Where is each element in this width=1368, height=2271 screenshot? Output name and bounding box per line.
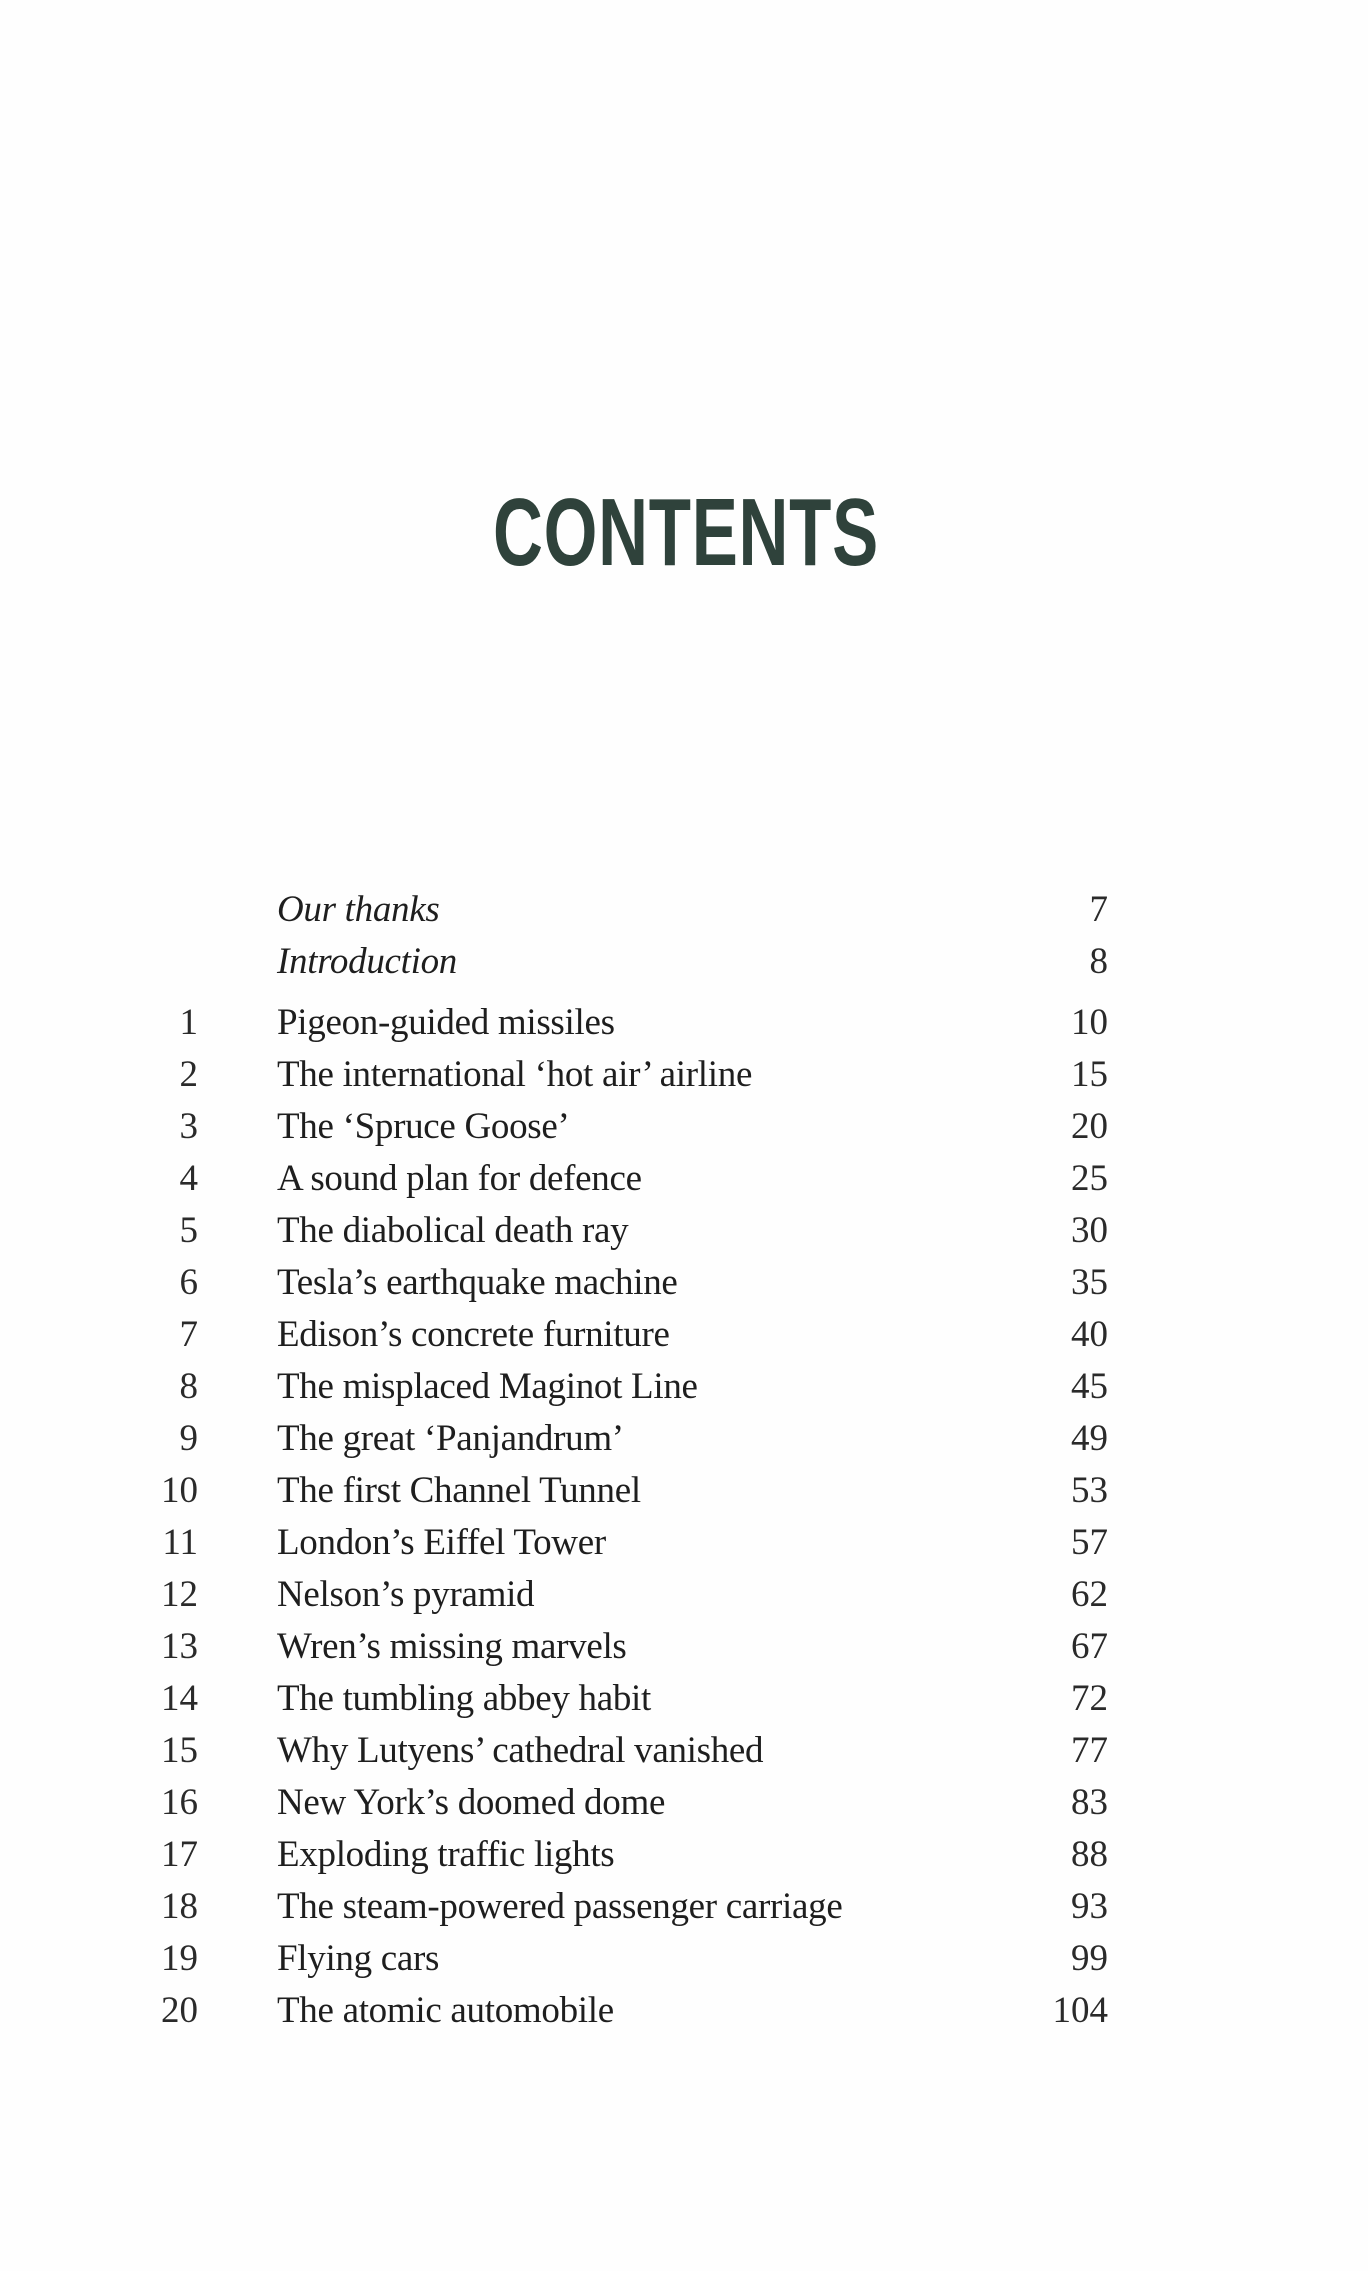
chapter-page: 62 — [1071, 1574, 1108, 1615]
chapter-title: Edison’s concrete furniture — [277, 1314, 670, 1355]
chapter-title: Exploding traffic lights — [277, 1834, 615, 1875]
chapter-number: 15 — [161, 1730, 198, 1771]
toc-chapter-row — [0, 1465, 1368, 1517]
chapter-number: 16 — [161, 1782, 198, 1823]
chapter-title: The steam-powered passenger carriage — [277, 1886, 843, 1927]
chapter-page: 93 — [1071, 1886, 1108, 1927]
chapter-number: 11 — [162, 1522, 198, 1563]
toc-chapter-row — [0, 1673, 1368, 1725]
entry-title: Introduction — [277, 941, 458, 982]
chapter-page: 67 — [1071, 1626, 1108, 1667]
toc-entry-our-thanks — [0, 884, 1368, 936]
toc-chapter-row — [0, 1829, 1368, 1881]
chapter-number: 18 — [161, 1886, 198, 1927]
chapter-title: London’s Eiffel Tower — [277, 1522, 606, 1563]
toc-chapter-row — [0, 1257, 1368, 1309]
chapter-page: 72 — [1071, 1678, 1108, 1719]
chapter-title: The great ‘Panjandrum’ — [277, 1418, 624, 1459]
chapter-page: 10 — [1071, 1002, 1108, 1043]
toc-chapter-row — [0, 1309, 1368, 1361]
toc-chapter-row — [0, 1361, 1368, 1413]
chapter-number: 20 — [161, 1990, 198, 2031]
chapter-number: 4 — [179, 1158, 198, 1199]
chapter-page: 49 — [1071, 1418, 1108, 1459]
entry-title: Our thanks — [277, 889, 440, 930]
chapter-number: 17 — [161, 1834, 198, 1875]
toc-chapter-row — [0, 1933, 1368, 1985]
chapter-title: The international ‘hot air’ airline — [277, 1054, 753, 1095]
chapter-number: 6 — [179, 1262, 198, 1303]
chapter-page: 15 — [1071, 1054, 1108, 1095]
chapter-page: 20 — [1071, 1106, 1108, 1147]
toc-chapter-row — [0, 1153, 1368, 1205]
toc-chapter-row — [0, 1049, 1368, 1101]
chapter-title: The tumbling abbey habit — [277, 1678, 652, 1719]
toc-entry-introduction — [0, 936, 1368, 988]
chapter-page: 99 — [1071, 1938, 1108, 1979]
chapter-title: Wren’s missing marvels — [277, 1626, 627, 1667]
chapter-number: 8 — [179, 1366, 198, 1407]
chapter-title: The ‘Spruce Goose’ — [277, 1106, 570, 1147]
page-title: CONTENTS — [493, 479, 879, 586]
chapter-number: 10 — [161, 1470, 198, 1511]
toc-chapter-row — [0, 1725, 1368, 1777]
toc-chapter-row — [0, 1569, 1368, 1621]
chapter-title: Pigeon-guided missiles — [277, 1002, 615, 1043]
toc-chapter-row — [0, 1621, 1368, 1673]
chapter-title: Nelson’s pyramid — [277, 1574, 535, 1615]
chapter-page: 25 — [1071, 1158, 1108, 1199]
toc-chapter-row — [0, 1101, 1368, 1153]
chapter-page: 45 — [1071, 1366, 1108, 1407]
chapter-number: 5 — [179, 1210, 198, 1251]
toc-chapter-row — [0, 997, 1368, 1049]
chapter-number: 7 — [179, 1314, 198, 1355]
chapter-title: The atomic automobile — [277, 1990, 614, 2031]
toc-chapter-row — [0, 1777, 1368, 1829]
chapter-title: Tesla’s earthquake machine — [277, 1262, 678, 1303]
toc-chapter-row — [0, 1881, 1368, 1933]
chapter-title: Flying cars — [277, 1938, 440, 1979]
toc-chapter-row — [0, 1985, 1368, 2037]
chapter-page: 77 — [1071, 1730, 1108, 1771]
chapter-number: 14 — [161, 1678, 198, 1719]
chapter-title: The diabolical death ray — [277, 1210, 629, 1251]
chapter-page: 40 — [1071, 1314, 1108, 1355]
chapter-number: 9 — [179, 1418, 198, 1459]
toc-chapter-row — [0, 1517, 1368, 1569]
entry-page: 8 — [1089, 941, 1108, 982]
chapter-title: Why Lutyens’ cathedral vanished — [277, 1730, 764, 1771]
chapter-page: 88 — [1071, 1834, 1108, 1875]
chapter-page: 83 — [1071, 1782, 1108, 1823]
chapter-page: 35 — [1071, 1262, 1108, 1303]
toc-chapter-row — [0, 1413, 1368, 1465]
entry-page: 7 — [1089, 889, 1108, 930]
chapter-number: 13 — [161, 1626, 198, 1667]
toc-chapter-row — [0, 1205, 1368, 1257]
chapter-number: 3 — [179, 1106, 198, 1147]
chapter-title: The first Channel Tunnel — [277, 1470, 641, 1511]
chapter-number: 1 — [179, 1002, 198, 1043]
chapter-number: 19 — [161, 1938, 198, 1979]
chapter-page: 53 — [1071, 1470, 1108, 1511]
chapter-title: New York’s doomed dome — [277, 1782, 666, 1823]
chapter-number: 2 — [179, 1054, 198, 1095]
chapter-page: 30 — [1071, 1210, 1108, 1251]
chapter-page: 104 — [1052, 1990, 1108, 2031]
chapter-number: 12 — [161, 1574, 198, 1615]
chapter-page: 57 — [1071, 1522, 1108, 1563]
chapter-title: A sound plan for defence — [277, 1158, 642, 1199]
chapter-title: The misplaced Maginot Line — [277, 1366, 698, 1407]
